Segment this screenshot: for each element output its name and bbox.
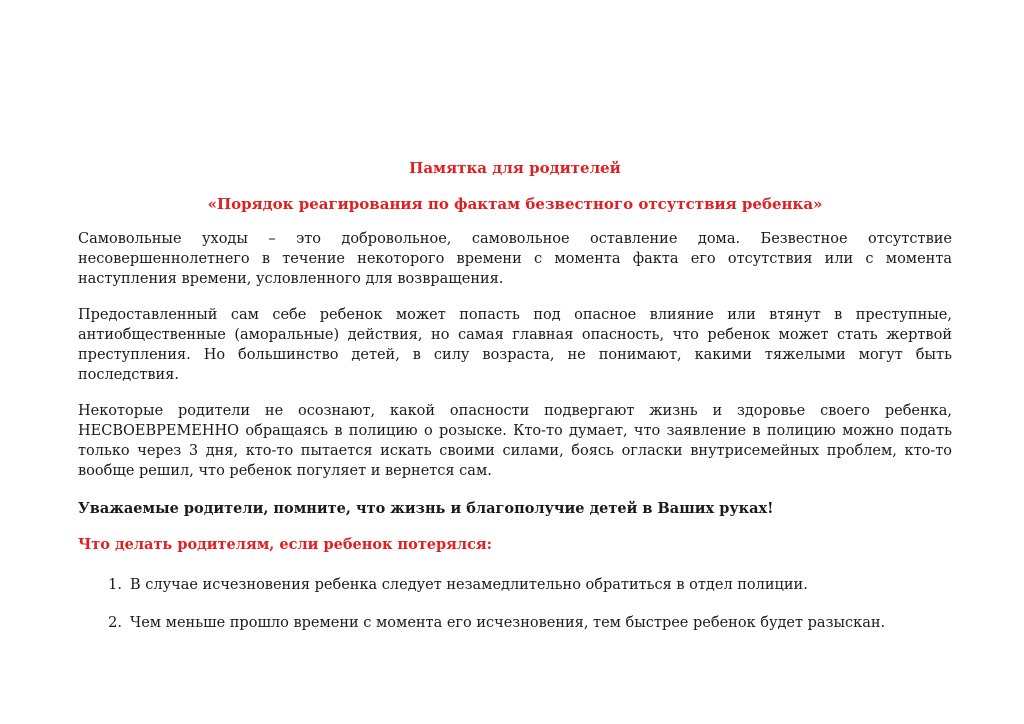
step-text: В случае исчезновения ребенка следует незамедлительно обратиться в отдел полиции. [130,577,808,593]
steps-list [78,575,952,633]
step-text: Чем меньше прошло времени с момента его исчезновения, тем быстрее ребенок будет разыскан. [130,615,886,631]
step-number: 1. [108,577,122,593]
paragraph-definition: Самовольные уходы – это добровольное, самовольное оставление дома. Безвестное отсутствие несовершеннолетнего в течение некоторого времени с момента факта его отсутствия или с момента наступления времени, условленного для возвращения. [78,231,952,287]
paragraph-parents: Некоторые родители не осознают, какой опасности подвергают жизнь и здоровье своего ребенка, НЕСВОЕВРЕМЕННО обращаясь в полицию о розыске. Кто-то думает, что заявление в полицию можно подать только через 3 дня, кто-то пытается искать своими силами, боясь огласки внутрисемейных проблем, кто-то вообще решил, что ребенок погуляет и вернется сам. [78,403,952,479]
appeal-line: Уважаемые родители, помните, что жизнь и благополучие детей в Ваших руках! [78,500,774,517]
list-item [78,575,952,595]
memo-title: Памятка для родителей [409,159,621,177]
list-item [78,613,952,633]
memo-subtitle: «Порядок реагирования по фактам безвестного отсутствия ребенка» [207,195,823,213]
step-number: 2. [108,615,122,631]
paragraph-danger: Предоставленный сам себе ребенок может попасть под опасное влияние или втянут в преступные, антиобщественные (аморальные) действия, но самая главная опасность, что ребенок может стать жертвой преступления. Но большинство детей, в силу возраста, не понимают, какими тяжелыми могут быть последствия. [78,307,952,383]
steps-heading: Что делать родителям, если ребенок потерялся: [78,536,493,553]
memo-document [78,158,952,651]
